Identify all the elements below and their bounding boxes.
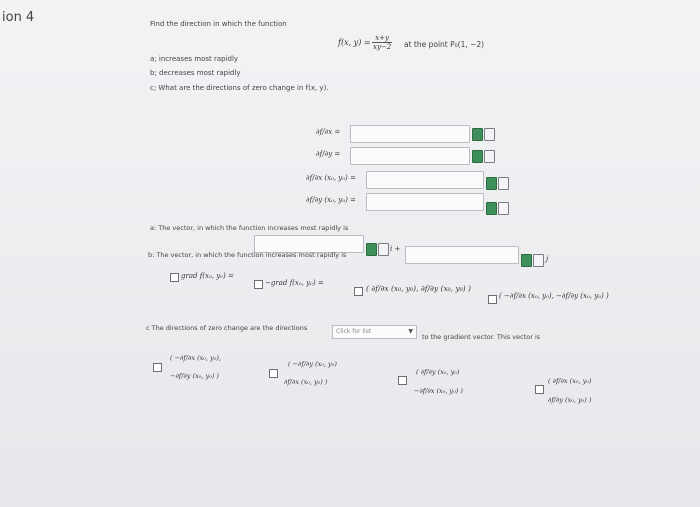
b-option-4-checkbox[interactable]	[488, 295, 497, 304]
direction-select-placeholder: Click for list	[336, 328, 372, 335]
point-text: at the point P₀(1, −2)	[404, 40, 485, 49]
matrix-icon[interactable]	[486, 177, 497, 190]
b-option-3-checkbox[interactable]	[354, 287, 363, 296]
c-option-1-checkbox[interactable]	[153, 363, 162, 372]
b-option-1-text: grad f(x₀, y₀) =	[181, 272, 234, 280]
part-c-before-text: c The directions of zero change are the directions	[146, 324, 308, 332]
function-lhs: f(x, y) =	[338, 38, 371, 47]
b-option-4-text: ( −∂f/∂x (x₀, y₀), −∂f/∂y (x₀, y₀) )	[499, 292, 609, 300]
matrix-icon[interactable]	[366, 243, 377, 256]
c-option-1-line2: −∂f/∂y (x₀, y₀) )	[170, 372, 219, 380]
c-option-3-checkbox[interactable]	[398, 376, 407, 385]
function-denominator: xy−2	[373, 43, 392, 51]
j-symbol: j	[546, 255, 549, 263]
c-option-4-line1: ( ∂f/∂x (x₀, y₀)	[548, 377, 592, 385]
matrix-icon[interactable]	[472, 150, 483, 163]
chevron-down-icon: ▼	[408, 328, 413, 335]
part-c-after-text: to the gradient vector. This vector is	[422, 333, 541, 341]
c-option-2-line1: ( −∂f/∂y (x₀, y₀)	[288, 360, 337, 368]
paste-icon[interactable]	[533, 254, 544, 267]
part-a-text: a; increases most rapidly	[150, 55, 239, 63]
paste-icon[interactable]	[498, 177, 509, 190]
answer-a-label: a: The vector, in which the function increases most rapidly is	[150, 224, 349, 232]
direction-select[interactable]	[332, 325, 417, 339]
dfdx0-input[interactable]	[366, 171, 484, 189]
c-option-3-line1: ( ∂f/∂y (x₀, y₀)	[416, 368, 460, 376]
function-numerator: x+y	[372, 34, 392, 43]
c-option-1-line1: ( −∂f/∂x (x₀, y₀),	[170, 354, 221, 362]
matrix-icon[interactable]	[486, 202, 497, 215]
dfdx-label: ∂f/∂x =	[316, 128, 341, 136]
dfdx0-label: ∂f/∂x (x₀, y₀) =	[306, 174, 356, 182]
i-plus-text: i +	[390, 245, 401, 253]
b-option-1-checkbox[interactable]	[170, 273, 179, 282]
matrix-icon[interactable]	[472, 128, 483, 141]
answer-a-j-input[interactable]	[405, 246, 519, 264]
c-option-2-line2: ∂f/∂x (x₀, y₀) )	[284, 378, 328, 386]
answer-b-label: b: The vector, in which the function increases most rapidly is	[148, 251, 347, 259]
c-option-3-line2: −∂f/∂x (x₀, y₀) )	[414, 387, 463, 395]
part-c-text: c; What are the directions of zero change in f(x, y).	[150, 84, 329, 92]
part-b-text: b; decreases most rapidly	[150, 69, 241, 77]
function-fraction	[372, 34, 392, 51]
c-option-2-checkbox[interactable]	[269, 369, 278, 378]
paste-icon[interactable]	[498, 202, 509, 215]
b-option-2-text: −grad f(x₀, y₀) =	[265, 279, 324, 287]
paste-icon[interactable]	[484, 150, 495, 163]
b-option-3-text: ( ∂f/∂x (x₀, y₀), ∂f/∂y (x₀, y₀) )	[366, 284, 471, 293]
dfdx-input[interactable]	[350, 125, 470, 143]
prompt-text: Find the direction in which the function	[150, 20, 287, 28]
b-option-2-checkbox[interactable]	[254, 280, 263, 289]
dfdy0-label: ∂f/∂y (x₀, y₀) =	[306, 196, 356, 204]
dfdy-label: ∂f/∂y =	[316, 150, 341, 158]
question-number: ion 4	[2, 10, 35, 25]
paste-icon[interactable]	[484, 128, 495, 141]
c-option-4-checkbox[interactable]	[535, 385, 544, 394]
matrix-icon[interactable]	[521, 254, 532, 267]
c-option-4-line2: ∂f/∂y (x₀, y₀) )	[548, 396, 592, 404]
dfdy-input[interactable]	[350, 147, 470, 165]
paste-icon[interactable]	[378, 243, 389, 256]
dfdy0-input[interactable]	[366, 193, 484, 211]
